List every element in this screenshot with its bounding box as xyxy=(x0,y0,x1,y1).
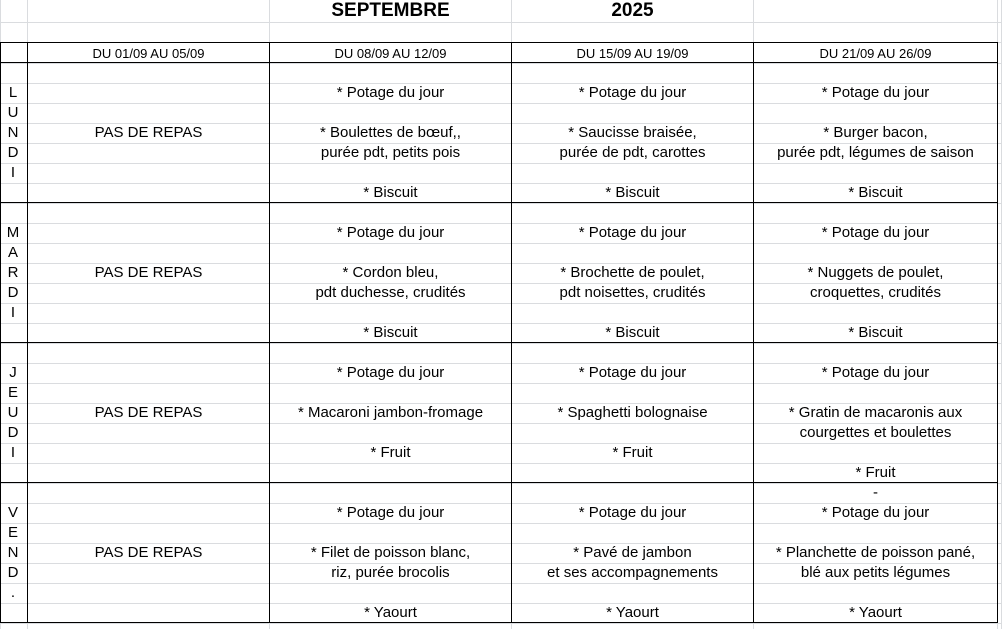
menu-line: * Potage du jour xyxy=(821,224,930,241)
menu-line: * Biscuit xyxy=(848,184,903,201)
menu-line: blé aux petits légumes xyxy=(800,564,951,581)
menu-line: * Nuggets de poulet, xyxy=(807,264,944,281)
menu-line: * Filet de poisson blanc, xyxy=(310,544,471,561)
day-letter: D xyxy=(7,424,19,441)
week-header-1: DU 01/09 AU 05/09 xyxy=(92,46,205,61)
menu-line: * Pavé de jambon xyxy=(573,544,692,561)
menu-line: * Yaourt xyxy=(849,604,902,621)
menu-line: et ses accompagnements xyxy=(547,564,718,581)
day-letter: . xyxy=(10,584,16,601)
title-year: 2025 xyxy=(611,0,654,21)
week-header-4: DU 21/09 AU 26/09 xyxy=(819,46,932,61)
menu-line: * Potage du jour xyxy=(821,504,930,521)
menu-line: * Potage du jour xyxy=(336,224,445,241)
menu-line: * Potage du jour xyxy=(336,364,445,381)
menu-line: * Potage du jour xyxy=(578,224,687,241)
grid-row-line xyxy=(0,203,1002,204)
menu-line: * Potage du jour xyxy=(336,504,445,521)
menu-line: purée pdt, légumes de saison xyxy=(777,144,974,161)
grid-row-line xyxy=(0,383,1002,384)
menu-line: * Biscuit xyxy=(363,324,418,341)
title-month: SEPTEMBRE xyxy=(331,0,450,21)
day-letter: R xyxy=(7,264,19,281)
menu-line: * Boulettes de bœuf,, xyxy=(320,124,461,141)
menu-line: * Biscuit xyxy=(605,184,660,201)
day-letter: I xyxy=(10,164,16,181)
day-letter: N xyxy=(7,544,19,561)
menu-line: pdt duchesse, crudités xyxy=(315,284,466,301)
grid-row-line xyxy=(0,63,1002,64)
grid-row-line xyxy=(0,163,1002,164)
menu-line: * Saucisse braisée, xyxy=(568,124,697,141)
menu-line: purée pdt, petits pois xyxy=(320,144,461,161)
menu-line: * Potage du jour xyxy=(336,84,445,101)
no-meal-label: PAS DE REPAS xyxy=(94,544,203,561)
menu-line: croquettes, crudités xyxy=(810,284,941,301)
day-letter: J xyxy=(9,364,17,381)
menu-line: * Macaroni jambon-fromage xyxy=(297,404,484,421)
week-header-3: DU 15/09 AU 19/09 xyxy=(576,46,689,61)
grid-row-line xyxy=(0,22,1002,23)
menu-line: purée de pdt, carottes xyxy=(559,144,706,161)
menu-line: * Potage du jour xyxy=(821,364,930,381)
day-letter: D xyxy=(7,284,19,301)
grid-row-line xyxy=(0,343,1002,344)
menu-line: * Yaourt xyxy=(364,604,417,621)
border-vertical xyxy=(997,42,998,623)
day-letter: U xyxy=(7,404,19,421)
menu-line: riz, purée brocolis xyxy=(331,564,450,581)
menu-line: courgettes et boulettes xyxy=(799,424,952,441)
menu-line: * Gratin de macaronis aux xyxy=(788,404,963,421)
grid-row-line xyxy=(0,523,1002,524)
grid-row-line xyxy=(0,103,1002,104)
menu-line: * Biscuit xyxy=(848,324,903,341)
menu-line: * Potage du jour xyxy=(578,504,687,521)
menu-line: * Fruit xyxy=(370,444,411,461)
day-letter: I xyxy=(10,444,16,461)
day-letter: I xyxy=(10,304,16,321)
day-letter: D xyxy=(7,144,19,161)
menu-line: pdt noisettes, crudités xyxy=(559,284,706,301)
day-letter: M xyxy=(6,224,20,241)
menu-line: * Planchette de poisson pané, xyxy=(775,544,976,561)
grid-row-line xyxy=(0,303,1002,304)
day-letter: V xyxy=(7,504,18,521)
menu-line: * Fruit xyxy=(612,444,653,461)
menu-line: * Biscuit xyxy=(605,324,660,341)
menu-line: - xyxy=(873,484,878,501)
grid-row-line xyxy=(0,623,1002,624)
menu-line: * Fruit xyxy=(855,464,896,481)
week-header-2: DU 08/09 AU 12/09 xyxy=(334,46,447,61)
day-letter: E xyxy=(7,384,18,401)
day-letter: E xyxy=(7,524,18,541)
border-horizontal xyxy=(0,42,998,43)
grid-row-line xyxy=(0,243,1002,244)
menu-line: * Spaghetti bolognaise xyxy=(557,404,708,421)
day-letter: L xyxy=(8,84,18,101)
no-meal-label: PAS DE REPAS xyxy=(94,404,203,421)
no-meal-label: PAS DE REPAS xyxy=(94,124,203,141)
menu-line: * Cordon bleu, xyxy=(342,264,439,281)
menu-line: * Brochette de poulet, xyxy=(560,264,705,281)
menu-line: * Potage du jour xyxy=(578,364,687,381)
menu-line: * Burger bacon, xyxy=(823,124,928,141)
menu-line: * Biscuit xyxy=(363,184,418,201)
grid-row-line xyxy=(0,583,1002,584)
day-letter: N xyxy=(7,124,19,141)
menu-line: * Potage du jour xyxy=(821,84,930,101)
day-letter: A xyxy=(7,244,18,261)
day-letter: D xyxy=(7,564,19,581)
day-letter: U xyxy=(7,104,19,121)
menu-line: * Yaourt xyxy=(606,604,659,621)
no-meal-label: PAS DE REPAS xyxy=(94,264,203,281)
menu-line: * Potage du jour xyxy=(578,84,687,101)
